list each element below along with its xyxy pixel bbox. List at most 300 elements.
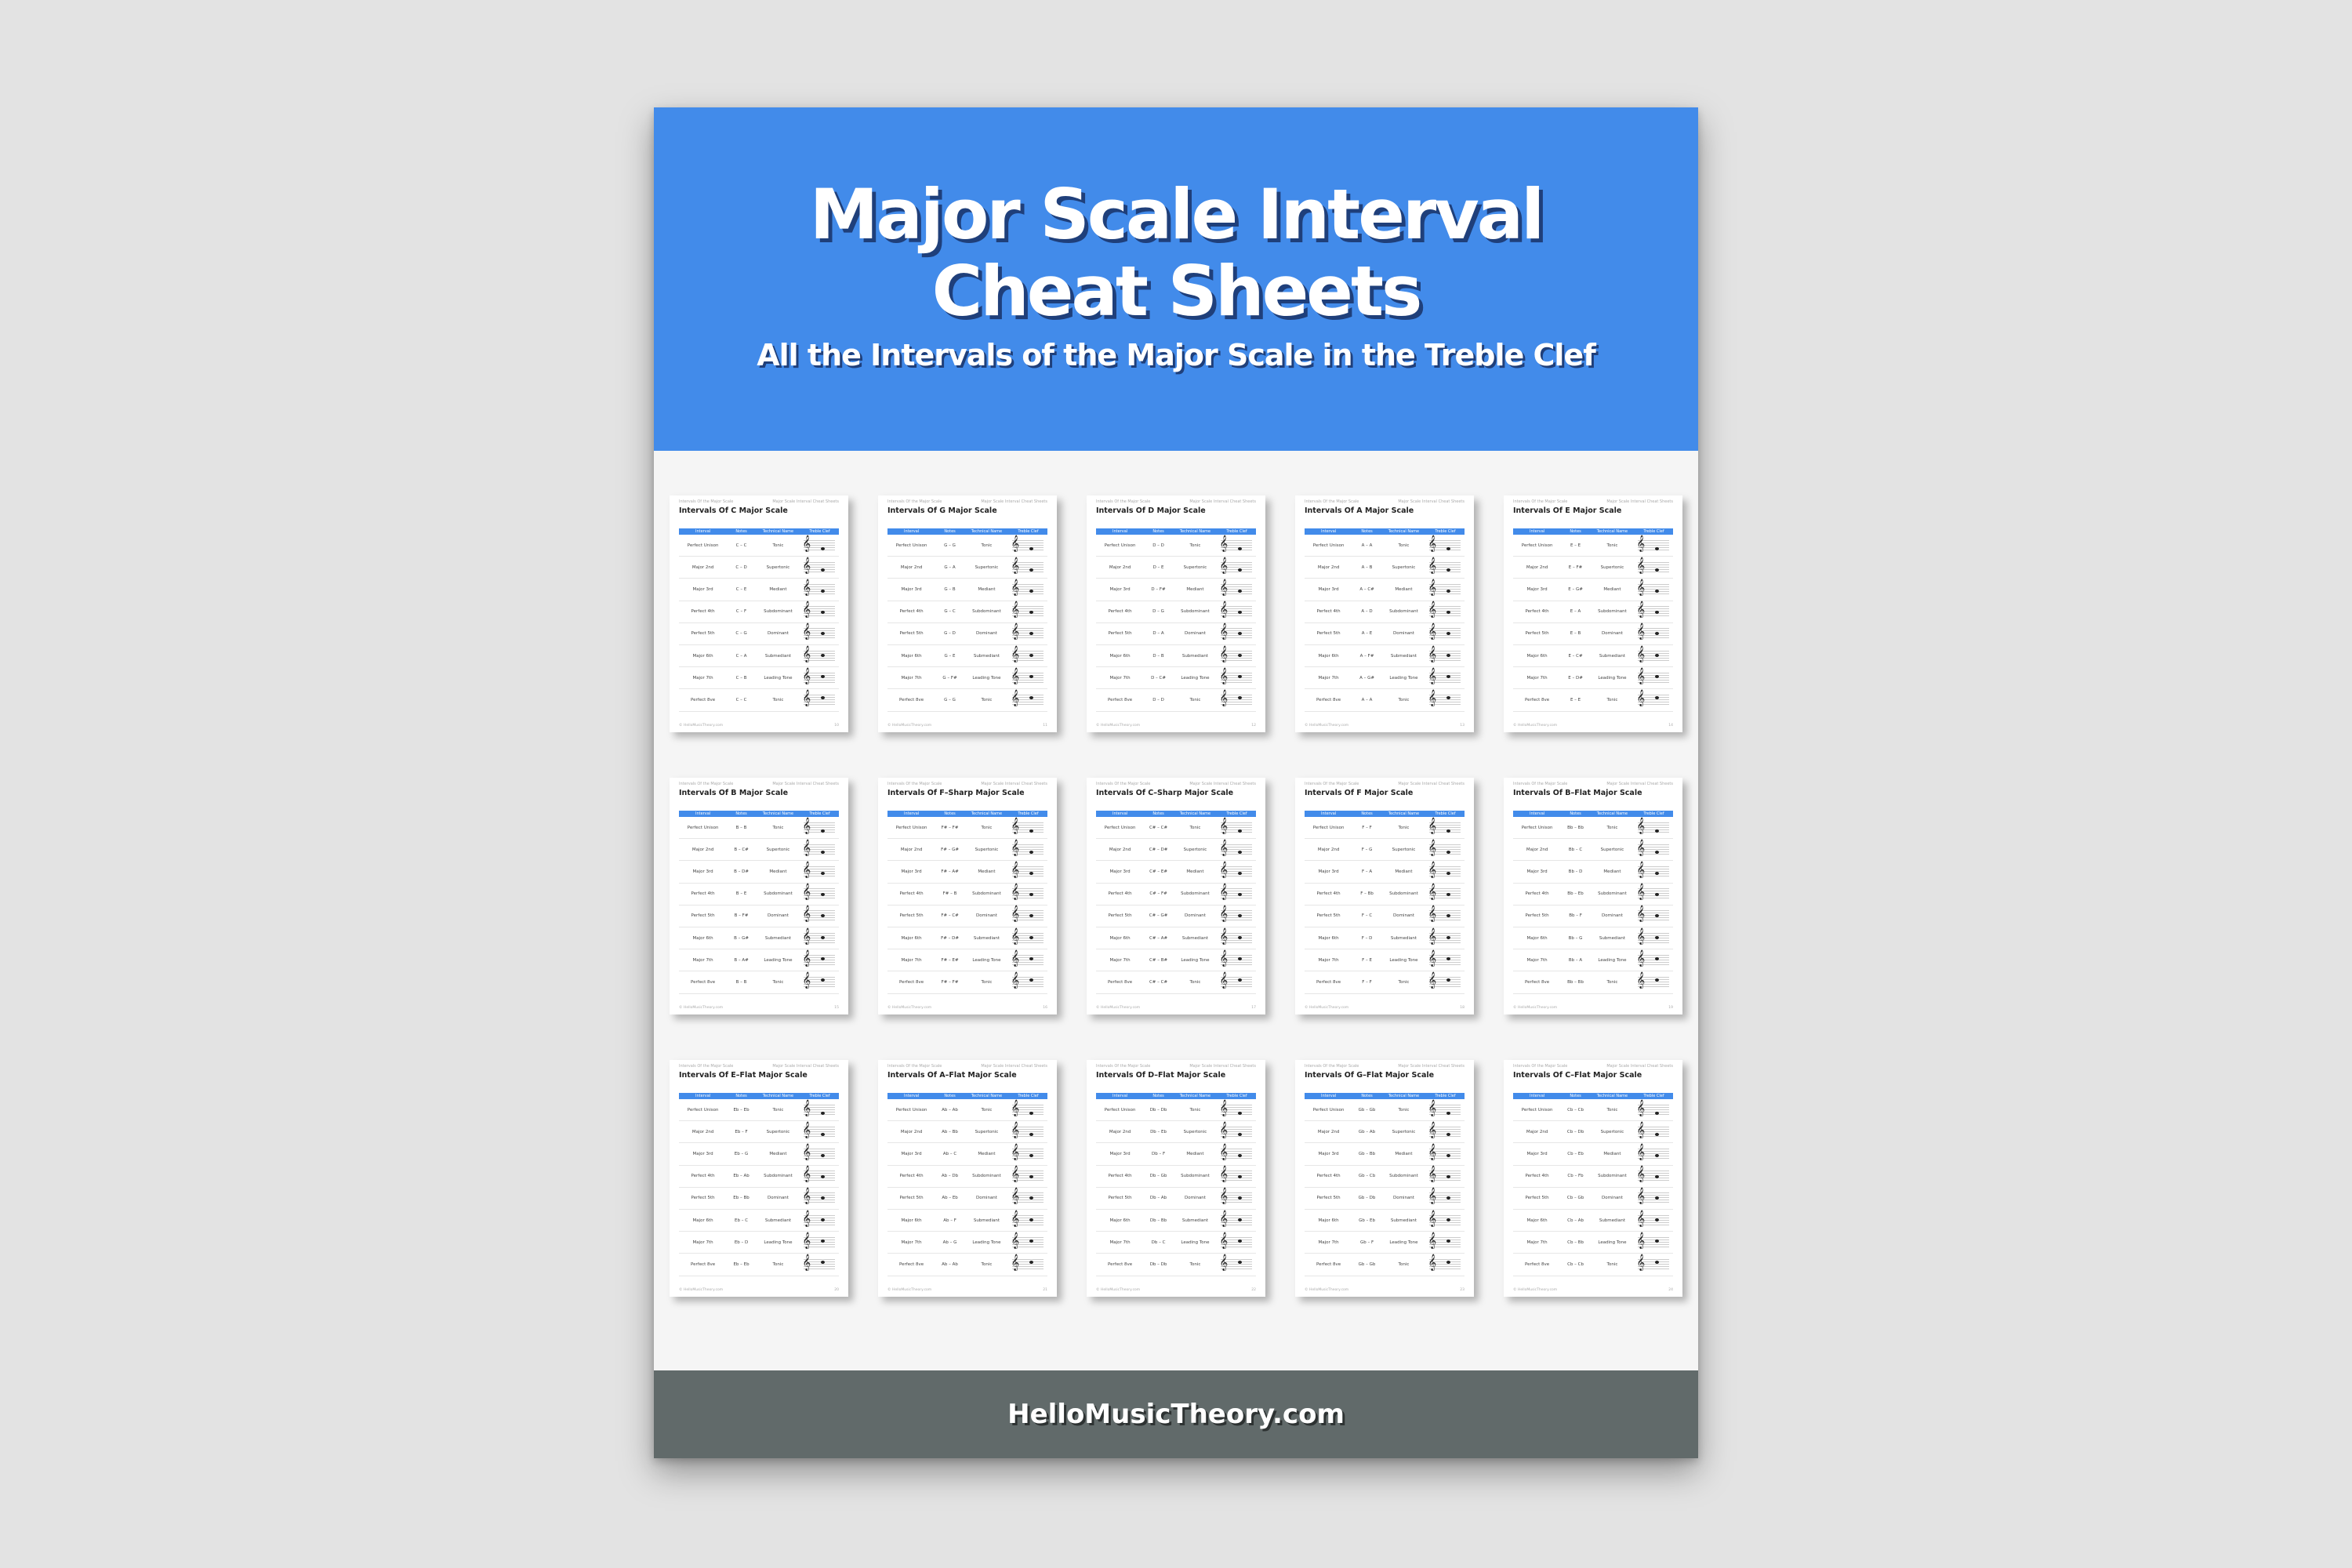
column-header: Notes xyxy=(735,529,747,534)
interval-table xyxy=(1096,1093,1256,1270)
staff-image xyxy=(1428,1166,1461,1183)
notes-cell: B – D# xyxy=(734,869,749,874)
interval-cell: Major 7th xyxy=(692,957,713,963)
note-head-icon xyxy=(1446,1218,1450,1221)
sheet-header-right: Major Scale Interval Cheat Sheets xyxy=(772,1064,839,1069)
note-head-icon xyxy=(821,914,825,917)
notes-cell: Cb – Cb xyxy=(1567,1261,1584,1267)
treble-clef-icon: 𝄞 xyxy=(1636,667,1646,684)
staff-image xyxy=(1011,1210,1044,1227)
notes-cell: Cb – Cb xyxy=(1567,1107,1584,1112)
column-header: Technical Name xyxy=(971,811,1003,816)
sheet-header-right: Major Scale Interval Cheat Sheets xyxy=(981,499,1047,504)
note-head-icon xyxy=(1238,1154,1242,1157)
staff-image xyxy=(1219,906,1252,923)
table-row xyxy=(1305,817,1465,839)
treble-clef-cell xyxy=(1635,971,1673,989)
interval-cell: Major 2nd xyxy=(900,847,923,852)
note-head-icon xyxy=(821,1133,825,1136)
treble-clef-cell xyxy=(1218,906,1256,923)
table-row xyxy=(1305,645,1465,667)
table-row xyxy=(679,971,839,993)
treble-clef-cell xyxy=(800,623,839,641)
treble-clef-cell xyxy=(1426,1166,1465,1183)
table-row xyxy=(887,1143,1047,1165)
treble-clef-cell xyxy=(1218,817,1256,835)
interval-cell: Perfect Unison xyxy=(895,1107,927,1112)
table-row xyxy=(1096,971,1256,993)
technical-name-cell: Supertonic xyxy=(1392,564,1416,570)
treble-clef-cell xyxy=(1426,645,1465,663)
technical-name-cell: Dominant xyxy=(1392,631,1414,637)
treble-clef-cell xyxy=(1218,1232,1256,1250)
note-head-icon xyxy=(1446,568,1450,572)
interval-cell: Major 7th xyxy=(1526,675,1548,681)
treble-clef-cell xyxy=(800,1254,839,1272)
table-row xyxy=(1513,861,1673,883)
treble-clef-icon: 𝄞 xyxy=(1428,1188,1437,1205)
treble-clef-icon: 𝄞 xyxy=(1219,817,1229,834)
notes-cell: E – E xyxy=(1570,543,1581,548)
table-row xyxy=(1513,817,1673,839)
staff-image xyxy=(1219,949,1252,967)
staff-image xyxy=(1219,535,1252,552)
technical-name-cell: Mediant xyxy=(769,869,787,874)
treble-clef-icon: 𝄞 xyxy=(1219,535,1229,552)
sheet-footer-left: © HelloMusicTheory.com xyxy=(1305,1288,1349,1292)
notes-cell: D – F# xyxy=(1151,586,1166,592)
treble-clef-cell xyxy=(1218,557,1256,575)
treble-clef-icon: 𝄞 xyxy=(1011,601,1020,619)
technical-name-cell: Tonic xyxy=(772,979,784,985)
treble-clef-cell xyxy=(1009,557,1047,575)
treble-clef-cell xyxy=(1426,884,1465,901)
sheet-footer-left: © HelloMusicTheory.com xyxy=(1513,1006,1558,1010)
table-row xyxy=(679,1121,839,1143)
treble-clef-icon: 𝄞 xyxy=(802,1188,811,1205)
treble-clef-cell xyxy=(1009,971,1047,989)
note-head-icon xyxy=(1029,851,1033,854)
note-head-icon xyxy=(1446,547,1450,550)
technical-name-cell: Leading Tone xyxy=(1598,1240,1627,1245)
notes-cell: Cb – Db xyxy=(1566,1129,1584,1134)
table-row xyxy=(1096,1143,1256,1165)
interval-cell: Major 2nd xyxy=(900,564,923,570)
staff-image xyxy=(1011,1254,1044,1271)
note-head-icon xyxy=(1029,1175,1033,1178)
note-head-icon xyxy=(1029,611,1033,614)
staff-image xyxy=(1219,839,1252,856)
notes-cell: Ab – G xyxy=(942,1240,957,1245)
treble-clef-cell xyxy=(1218,971,1256,989)
table-row xyxy=(1096,601,1256,623)
staff-image xyxy=(1428,1210,1461,1227)
treble-clef-cell xyxy=(1218,689,1256,707)
staff-image xyxy=(1428,623,1461,641)
cheat-sheet-thumbnail xyxy=(1504,778,1682,1014)
notes-cell: F# – A# xyxy=(941,869,959,874)
table-header xyxy=(679,1093,839,1099)
sheet-header-left: Intervals Of the Major Scale xyxy=(1513,782,1568,786)
notes-cell: G – E xyxy=(944,653,956,659)
table-row xyxy=(679,667,839,689)
note-head-icon xyxy=(1446,1261,1450,1264)
sheet-title: Intervals Of D Major Scale xyxy=(1096,506,1206,515)
column-header: Interval xyxy=(695,529,711,534)
notes-cell: F# – G# xyxy=(941,847,959,852)
interval-cell: Major 3rd xyxy=(901,1151,922,1156)
treble-clef-icon: 𝄞 xyxy=(1428,1254,1437,1271)
staff-image xyxy=(1011,949,1044,967)
table-header xyxy=(1513,811,1673,817)
table-row xyxy=(1096,1099,1256,1121)
treble-clef-icon: 𝄞 xyxy=(802,1143,811,1160)
table-row xyxy=(679,645,839,667)
sheet-title: Intervals Of B–Flat Major Scale xyxy=(1513,789,1642,797)
column-header: Treble Clef xyxy=(1643,811,1664,816)
treble-clef-icon: 𝄞 xyxy=(802,927,811,945)
treble-clef-icon: 𝄞 xyxy=(802,535,811,552)
note-head-icon xyxy=(1029,654,1033,657)
column-header: Notes xyxy=(944,1094,956,1098)
interval-cell: Major 7th xyxy=(901,675,922,681)
column-header: Technical Name xyxy=(971,529,1003,534)
notes-cell: C# – C# xyxy=(1149,979,1168,985)
treble-clef-cell xyxy=(1009,861,1047,879)
table-row xyxy=(1305,884,1465,906)
treble-clef-cell xyxy=(1635,667,1673,685)
notes-cell: F – D xyxy=(1361,935,1373,941)
staff-image xyxy=(1636,861,1669,878)
treble-clef-icon: 𝄞 xyxy=(1011,884,1020,901)
table-row xyxy=(1513,906,1673,927)
notes-cell: B – B xyxy=(735,825,747,830)
technical-name-cell: Submediant xyxy=(1181,653,1209,659)
notes-cell: Gb – Ab xyxy=(1358,1129,1376,1134)
technical-name-cell: Supertonic xyxy=(1183,847,1207,852)
treble-clef-icon: 𝄞 xyxy=(1428,971,1437,989)
technical-name-cell: Tonic xyxy=(981,1107,993,1112)
technical-name-cell: Tonic xyxy=(1189,979,1201,985)
staff-image xyxy=(1636,927,1669,945)
treble-clef-icon: 𝄞 xyxy=(1428,1143,1437,1160)
treble-clef-icon: 𝄞 xyxy=(1219,579,1229,596)
sheet-footer xyxy=(1096,724,1256,728)
sheet-footer xyxy=(887,724,1047,728)
table-row xyxy=(887,861,1047,883)
sheet-header xyxy=(1305,499,1465,504)
note-head-icon xyxy=(821,851,825,854)
interval-cell: Major 6th xyxy=(1109,935,1131,941)
treble-clef-cell xyxy=(1635,906,1673,923)
interval-cell: Perfect 8ve xyxy=(1108,1261,1133,1267)
notes-cell: G – D xyxy=(944,631,956,637)
note-head-icon xyxy=(1655,1218,1659,1221)
notes-cell: Cb – Bb xyxy=(1567,1240,1584,1245)
cheat-sheet-thumbnail xyxy=(1504,495,1682,732)
notes-cell: Ab – C xyxy=(942,1151,957,1156)
treble-clef-cell xyxy=(1426,623,1465,641)
sheet-footer xyxy=(1305,1288,1465,1292)
sheet-header-left: Intervals Of the Major Scale xyxy=(887,782,942,786)
interval-cell: Major 6th xyxy=(1318,1218,1339,1223)
note-head-icon xyxy=(1655,936,1659,939)
interval-cell: Perfect Unison xyxy=(1312,543,1345,548)
staff-image xyxy=(1428,645,1461,662)
note-head-icon xyxy=(1446,1112,1450,1115)
interval-cell: Perfect 5th xyxy=(1316,1196,1341,1201)
interval-cell: Perfect 4th xyxy=(1316,1174,1341,1179)
sheet-header xyxy=(1513,1064,1673,1069)
column-header: Notes xyxy=(944,529,956,534)
column-header: Technical Name xyxy=(1596,529,1628,534)
note-head-icon xyxy=(1238,978,1242,982)
table-row xyxy=(1096,689,1256,711)
interval-cell: Major 2nd xyxy=(1317,564,1340,570)
sheet-header-right: Major Scale Interval Cheat Sheets xyxy=(1606,499,1673,504)
note-head-icon xyxy=(821,1240,825,1243)
treble-clef-cell xyxy=(800,1121,839,1139)
staff-image xyxy=(1428,971,1461,989)
interval-cell: Perfect 8ve xyxy=(691,697,716,702)
notes-cell: D – C# xyxy=(1151,675,1167,681)
notes-cell: D – D xyxy=(1152,697,1164,702)
treble-clef-icon: 𝄞 xyxy=(1636,884,1646,901)
staff-image xyxy=(802,1232,835,1249)
table-row xyxy=(679,927,839,949)
treble-clef-cell xyxy=(1426,1232,1465,1250)
note-head-icon xyxy=(1238,654,1242,657)
table-row xyxy=(1096,949,1256,971)
interval-cell: Perfect Unison xyxy=(687,543,719,548)
treble-clef-cell xyxy=(800,861,839,879)
table-row xyxy=(1096,839,1256,861)
notes-cell: B – G# xyxy=(734,935,749,941)
note-head-icon xyxy=(1238,1240,1242,1243)
treble-clef-icon: 𝄞 xyxy=(1011,1188,1020,1205)
interval-cell: Perfect 8ve xyxy=(899,1261,924,1267)
interval-cell: Perfect 4th xyxy=(1525,1174,1549,1179)
notes-cell: C – B xyxy=(735,675,747,681)
notes-cell: F – G xyxy=(1361,847,1373,852)
staff-image xyxy=(1011,1143,1044,1160)
treble-clef-icon: 𝄞 xyxy=(802,1166,811,1183)
notes-cell: Db – Ab xyxy=(1149,1196,1167,1201)
staff-image xyxy=(1219,1143,1252,1160)
table-row xyxy=(679,601,839,623)
table-row xyxy=(1096,927,1256,949)
treble-clef-cell xyxy=(800,601,839,619)
note-head-icon xyxy=(1029,632,1033,635)
staff-image xyxy=(1011,623,1044,641)
notes-cell: G – F# xyxy=(942,675,957,681)
treble-clef-cell xyxy=(1009,1254,1047,1272)
note-head-icon xyxy=(821,590,825,593)
treble-clef-icon: 𝄞 xyxy=(802,601,811,619)
technical-name-cell: Leading Tone xyxy=(972,1240,1001,1245)
note-head-icon xyxy=(1238,1218,1242,1221)
staff-image xyxy=(1636,623,1669,641)
treble-clef-cell xyxy=(800,839,839,857)
notes-cell: Gb – Bb xyxy=(1358,1151,1376,1156)
interval-cell: Perfect 5th xyxy=(899,913,924,919)
note-head-icon xyxy=(821,696,825,699)
table-row xyxy=(1305,623,1465,645)
note-head-icon xyxy=(821,872,825,875)
table-row xyxy=(679,1099,839,1121)
note-head-icon xyxy=(1655,568,1659,572)
table-row xyxy=(887,557,1047,579)
note-head-icon xyxy=(1655,654,1659,657)
interval-table xyxy=(1096,528,1256,706)
sheet-footer xyxy=(1513,724,1673,728)
note-head-icon xyxy=(1029,675,1033,678)
table-header xyxy=(1513,528,1673,535)
note-head-icon xyxy=(1446,957,1450,960)
cheat-sheet-thumbnail xyxy=(1087,495,1265,732)
page-number: 24 xyxy=(1668,1288,1673,1292)
table-row xyxy=(679,535,839,557)
treble-clef-icon: 𝄞 xyxy=(1011,645,1020,662)
treble-clef-icon: 𝄞 xyxy=(1428,884,1437,901)
cheat-sheet-thumbnail xyxy=(878,778,1057,1014)
interval-cell: Perfect 5th xyxy=(691,1196,715,1201)
treble-clef-icon: 𝄞 xyxy=(1219,1121,1229,1138)
column-header: Interval xyxy=(904,1094,920,1098)
notes-cell: E – F# xyxy=(1568,564,1583,570)
notes-cell: Ab – Bb xyxy=(942,1129,958,1134)
treble-clef-cell xyxy=(1635,1188,1673,1205)
treble-clef-cell xyxy=(1426,1188,1465,1205)
note-head-icon xyxy=(821,1218,825,1221)
interval-table xyxy=(887,528,1047,706)
staff-image xyxy=(1219,623,1252,641)
table-row xyxy=(1305,1099,1465,1121)
staff-image xyxy=(1011,1121,1044,1138)
column-header: Interval xyxy=(904,811,920,816)
treble-clef-cell xyxy=(1635,1210,1673,1228)
table-row xyxy=(887,906,1047,927)
page-number: 10 xyxy=(834,724,839,728)
table-row xyxy=(1513,689,1673,711)
treble-clef-cell xyxy=(1218,1099,1256,1117)
treble-clef-cell xyxy=(1426,601,1465,619)
sheet-header-right: Major Scale Interval Cheat Sheets xyxy=(981,1064,1047,1069)
table-row xyxy=(887,535,1047,557)
technical-name-cell: Mediant xyxy=(769,1151,787,1156)
note-head-icon xyxy=(1446,872,1450,875)
treble-clef-cell xyxy=(1426,535,1465,553)
table-row xyxy=(1513,927,1673,949)
interval-cell: Perfect Unison xyxy=(687,1107,719,1112)
note-head-icon xyxy=(1029,893,1033,896)
treble-clef-cell xyxy=(1009,1166,1047,1183)
table-row xyxy=(679,557,839,579)
staff-image xyxy=(1219,884,1252,901)
technical-name-cell: Dominant xyxy=(767,1196,789,1201)
treble-clef-icon: 𝄞 xyxy=(1219,906,1229,923)
sheet-title: Intervals Of G Major Scale xyxy=(887,506,997,515)
technical-name-cell: Tonic xyxy=(772,1107,784,1112)
note-head-icon xyxy=(821,829,825,833)
staff-image xyxy=(1219,817,1252,834)
interval-cell: Major 7th xyxy=(1526,1240,1548,1245)
technical-name-cell: Tonic xyxy=(1606,1261,1618,1267)
table-header xyxy=(1513,1093,1673,1099)
note-head-icon xyxy=(1655,1261,1659,1264)
interval-table xyxy=(1305,1093,1465,1270)
technical-name-cell: Subdominant xyxy=(972,1174,1001,1179)
note-head-icon xyxy=(1238,590,1242,593)
treble-clef-cell xyxy=(1635,1166,1673,1183)
treble-clef-cell xyxy=(1635,861,1673,879)
technical-name-cell: Subdominant xyxy=(1181,609,1210,615)
staff-image xyxy=(802,1188,835,1205)
treble-clef-cell xyxy=(800,1188,839,1205)
interval-cell: Perfect 5th xyxy=(1108,1196,1132,1201)
treble-clef-icon: 𝄞 xyxy=(1011,1232,1020,1249)
treble-clef-icon: 𝄞 xyxy=(1011,667,1020,684)
note-head-icon xyxy=(1029,914,1033,917)
table-row xyxy=(1305,667,1465,689)
technical-name-cell: Supertonic xyxy=(1600,564,1624,570)
note-head-icon xyxy=(1029,978,1033,982)
staff-image xyxy=(1428,949,1461,967)
treble-clef-cell xyxy=(1635,689,1673,707)
table-row xyxy=(1096,579,1256,601)
treble-clef-icon: 𝄞 xyxy=(802,645,811,662)
interval-cell: Perfect 4th xyxy=(691,609,715,615)
technical-name-cell: Tonic xyxy=(1189,697,1201,702)
treble-clef-icon: 𝄞 xyxy=(1219,839,1229,856)
notes-cell: G – G xyxy=(944,697,956,702)
table-row xyxy=(887,927,1047,949)
treble-clef-cell xyxy=(1426,1254,1465,1272)
treble-clef-icon: 𝄞 xyxy=(1636,971,1646,989)
table-header xyxy=(679,528,839,535)
staff-image xyxy=(802,906,835,923)
note-head-icon xyxy=(1655,1175,1659,1178)
cheat-sheet-thumbnail xyxy=(1504,1060,1682,1297)
table-row xyxy=(1305,1188,1465,1210)
table-header xyxy=(1096,811,1256,817)
treble-clef-icon: 𝄞 xyxy=(1636,927,1646,945)
staff-image xyxy=(1011,839,1044,856)
treble-clef-cell xyxy=(1009,1188,1047,1205)
notes-cell: F – E xyxy=(1362,957,1372,963)
staff-image xyxy=(1636,817,1669,834)
sheet-footer-left: © HelloMusicTheory.com xyxy=(887,1006,932,1010)
treble-clef-icon: 𝄞 xyxy=(1636,949,1646,967)
sheet-header-right: Major Scale Interval Cheat Sheets xyxy=(1189,782,1256,786)
note-head-icon xyxy=(1446,1175,1450,1178)
treble-clef-cell xyxy=(1009,579,1047,597)
table-row xyxy=(1305,1210,1465,1232)
column-header: Interval xyxy=(1530,529,1545,534)
table-row xyxy=(679,623,839,645)
notes-cell: F# – E# xyxy=(941,957,959,963)
treble-clef-icon: 𝄞 xyxy=(1428,535,1437,552)
column-header: Interval xyxy=(1321,529,1337,534)
staff-image xyxy=(1636,579,1669,596)
treble-clef-cell xyxy=(1218,1121,1256,1139)
column-header: Notes xyxy=(1361,811,1373,816)
treble-clef-icon: 𝄞 xyxy=(1428,839,1437,856)
technical-name-cell: Mediant xyxy=(1186,586,1204,592)
staff-image xyxy=(802,557,835,574)
treble-clef-icon: 𝄞 xyxy=(1219,884,1229,901)
interval-cell: Major 3rd xyxy=(1318,586,1339,592)
